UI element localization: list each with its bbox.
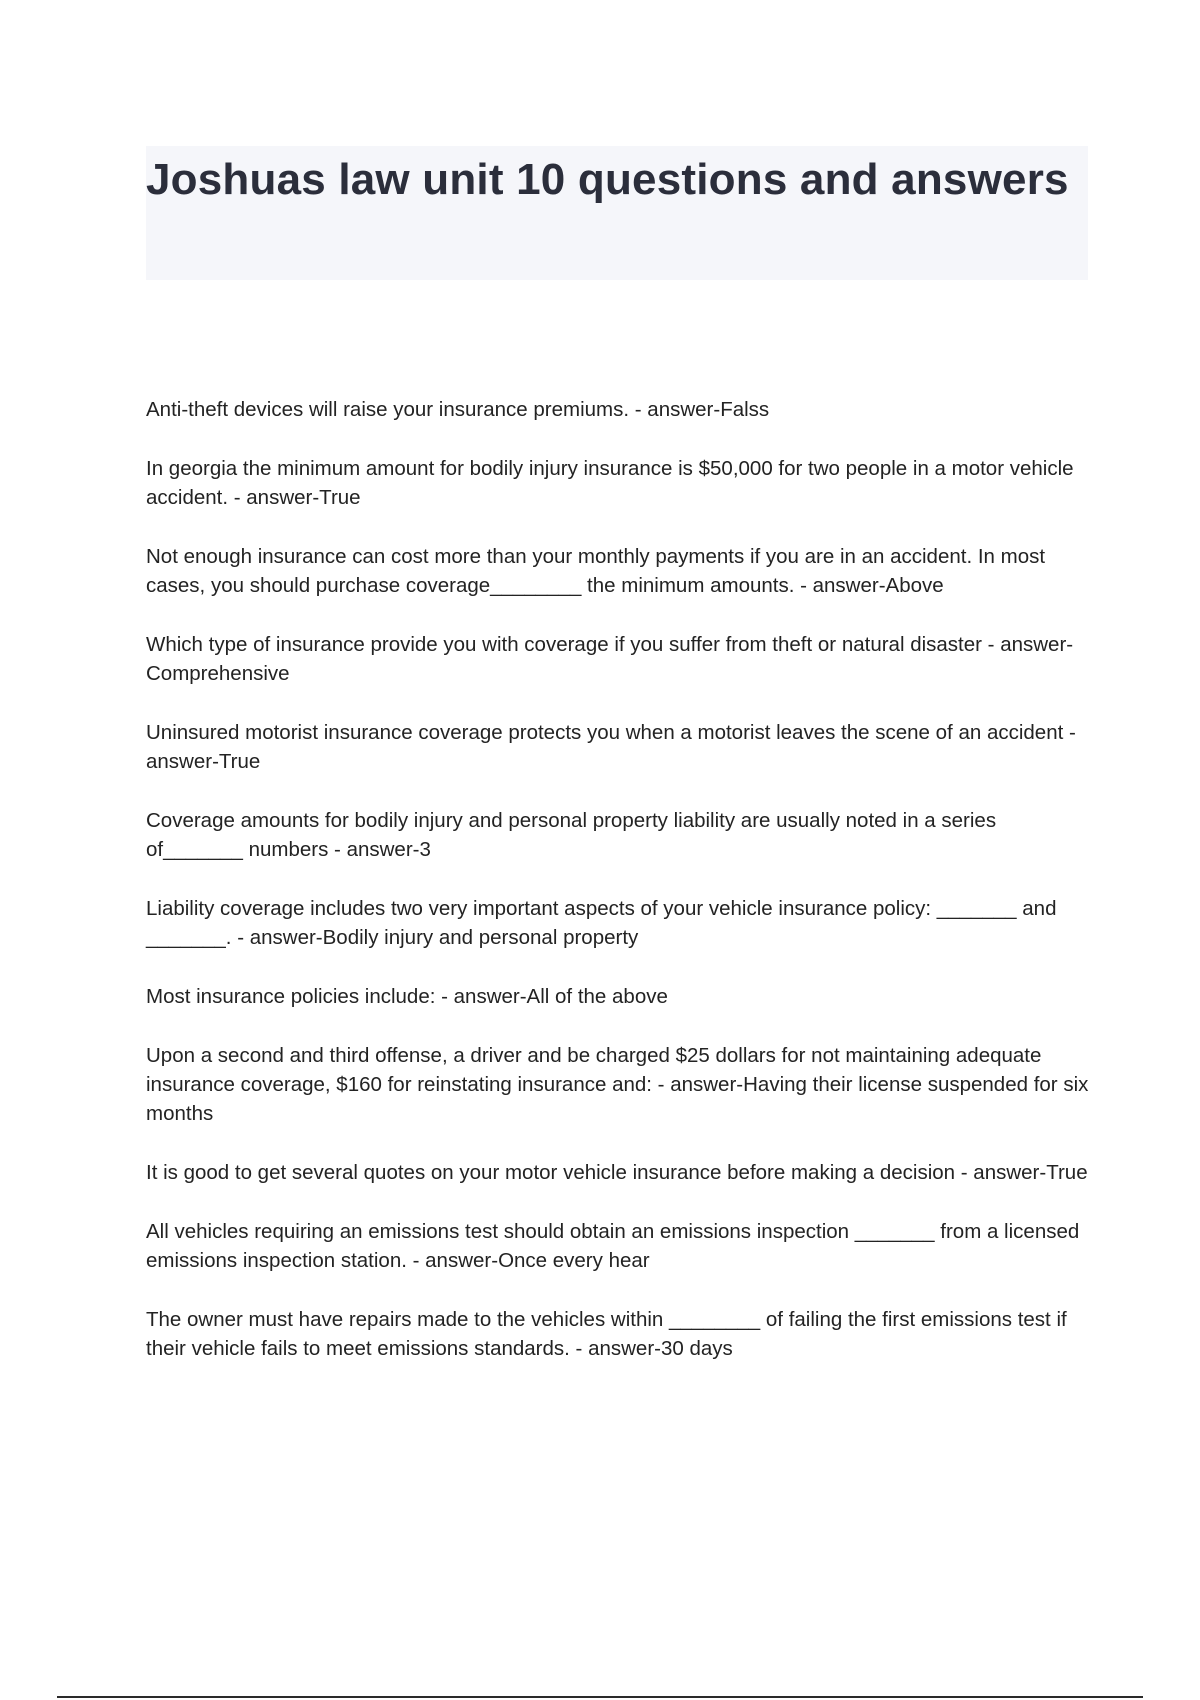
qa-item: Not enough insurance can cost more than your monthly payments if you are in an accident. In most cases, you should purchase coverage________ the minimum amounts. - answer-Above — [146, 545, 1051, 597]
qa-item: Most insurance policies include: - answer-All of the above — [146, 985, 668, 1008]
page-title: Joshuas law unit 10 questions and answers — [146, 155, 1069, 204]
qa-item: Anti-theft devices will raise your insurance premiums. - answer-Falss — [146, 398, 770, 421]
qa-item: Liability coverage includes two very important aspects of your vehicle insurance policy: _______ and _______. - answer-Bodily injury and personal property — [146, 897, 1063, 949]
qa-item: In georgia the minimum amount for bodily injury insurance is $50,000 for two people in a motor vehicle accident. - answer-True — [146, 457, 1080, 509]
qa-item: Upon a second and third offense, a driver and be charged $25 dollars for not maintaining adequate insurance coverage, $160 for reinstating insurance and: - answer-Having their license suspended for six months — [146, 1044, 1095, 1125]
qa-item: Coverage amounts for bodily injury and personal property liability are usually noted in a series of_______ numbers - answer-3 — [146, 809, 1002, 861]
page-bottom-divider — [57, 1696, 1143, 1698]
qa-item: It is good to get several quotes on your motor vehicle insurance before making a decision - answer-True — [146, 1161, 1088, 1184]
qa-item: Which type of insurance provide you with coverage if you suffer from theft or natural disaster - answer-Comprehensive — [146, 633, 1074, 685]
question-answer-list — [146, 395, 1096, 1393]
title-banner — [146, 146, 1088, 280]
qa-item: The owner must have repairs made to the vehicles within ________ of failing the first emissions test if their vehicle fails to meet emissions standards. - answer-30 days — [146, 1308, 1073, 1360]
qa-item: Uninsured motorist insurance coverage protects you when a motorist leaves the scene of an accident - answer-True — [146, 721, 1082, 773]
qa-item: All vehicles requiring an emissions test should obtain an emissions inspection _______ from a licensed emissions inspection station. - answer-Once every hear — [146, 1220, 1085, 1272]
